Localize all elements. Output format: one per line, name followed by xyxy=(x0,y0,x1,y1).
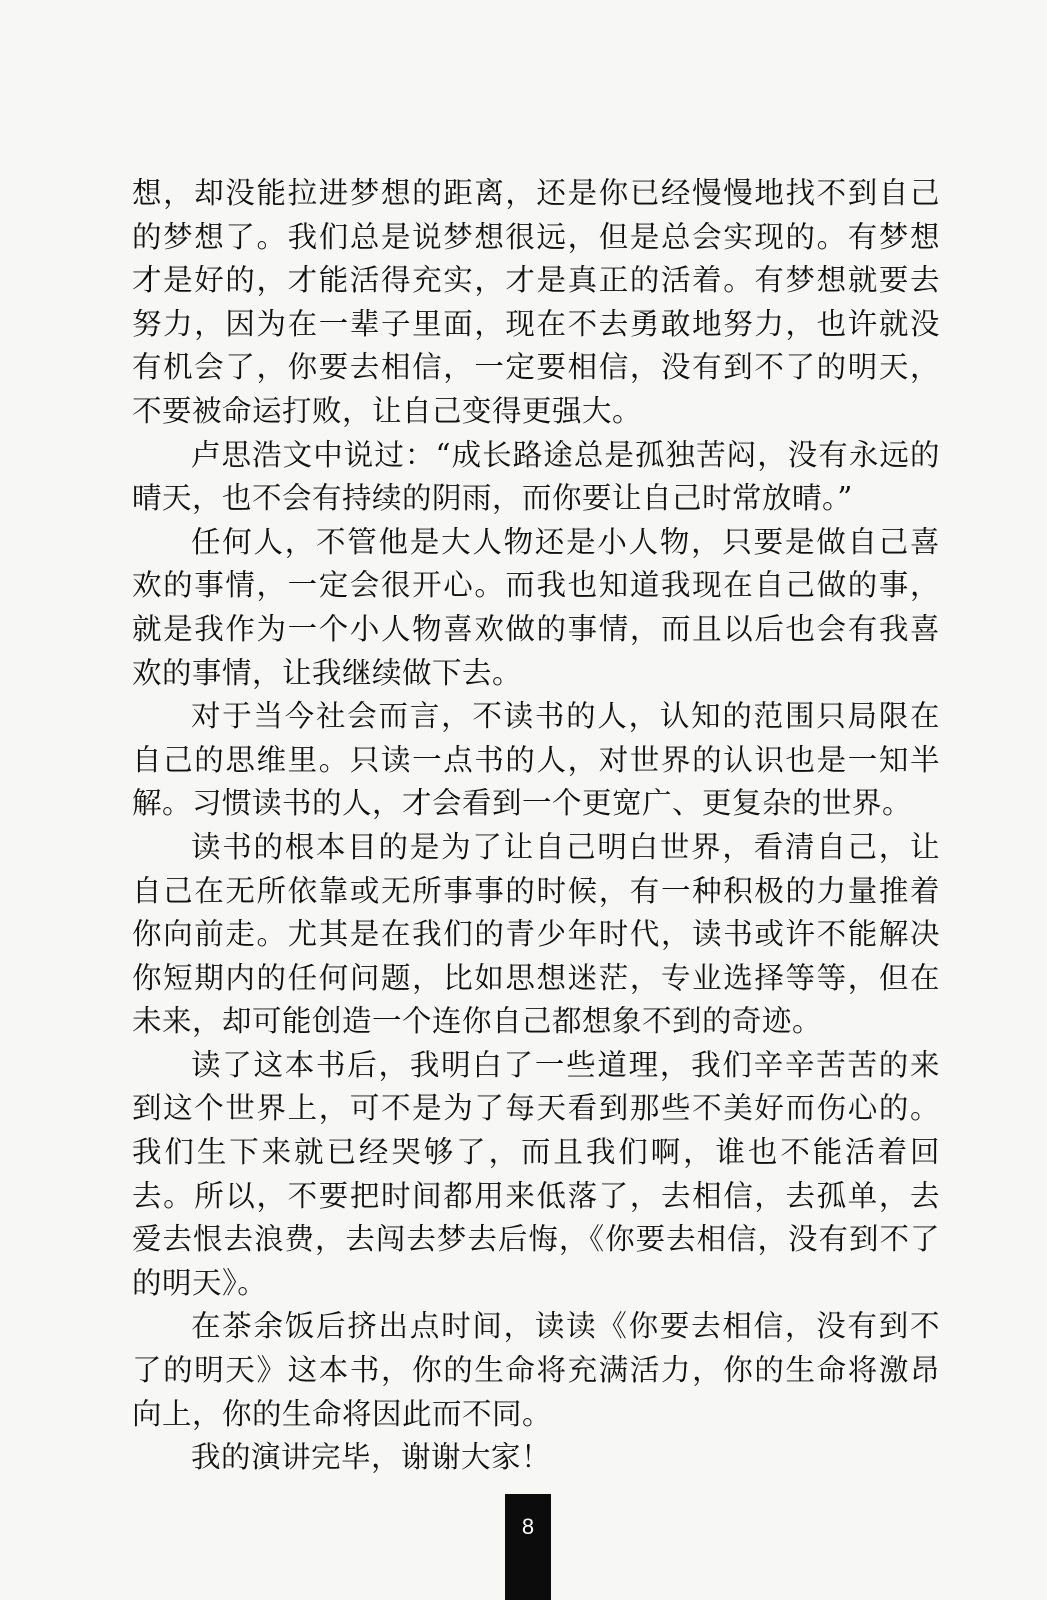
page-number-tab xyxy=(505,1494,551,1600)
paragraph: 想，却没能拉进梦想的距离，还是你已经慢慢地找不到自己的梦想了。我们总是说梦想很远，但是总会实现的。有梦想才是好的，才能活得充实，才是真正的活着。有梦想就要去努力，因为在一辈子里面，现在不去勇敢地努力，也许就没有机会了，你要去相信，一定要相信，没有到不了的明天，不要被命运打败，让自己变得更强大。 xyxy=(132,176,940,428)
paragraph: 任何人，不管他是大人物还是小人物，只要是做自己喜欢的事情，一定会很开心。而我也知道我现在自己做的事，就是我作为一个小人物喜欢做的事情，而且以后也会有我喜欢的事情，让我继续做下去。 xyxy=(132,524,940,690)
paragraph: 我的演讲完毕，谢谢大家！ xyxy=(191,1440,552,1475)
paragraph: 卢思浩文中说过：“成长路途总是孤独苦闷，没有永远的晴天，也不会有持续的阴雨，而你要让自己时常放晴。” xyxy=(132,437,940,516)
body-text xyxy=(132,172,940,1480)
paragraph: 在茶余饭后挤出点时间，读读《你要去相信，没有到不了的明天》这本书，你的生命将充满活力，你的生命将激昂向上，你的生命将因此而不同。 xyxy=(132,1309,940,1431)
paragraph: 读书的根本目的是为了让自己明白世界，看清自己，让自己在无所依靠或无所事事的时候，有一种积极的力量推着你向前走。尤其是在我们的青少年时代，读书或许不能解决你短期内的任何问题，比如思想迷茫，专业选择等等，但在未来，却可能创造一个连你自己都想象不到的奇迹。 xyxy=(132,829,940,1039)
paragraph: 对于当今社会而言，不读书的人，认知的范围只局限在自己的思维里。只读一点书的人，对世界的认识也是一知半解。习惯读书的人，才会看到一个更宽广、更复杂的世界。 xyxy=(132,699,940,821)
page-number: 8 xyxy=(521,1514,535,1539)
paragraph: 读了这本书后，我明白了一些道理，我们辛辛苦苦的来到这个世界上，可不是为了每天看到那些不美好而伤心的。我们生下来就已经哭够了，而且我们啊，谁也不能活着回去。所以，不要把时间都用来低落了，去相信，去孤单，去爱去恨去浪费，去闯去梦去后悔，《你要去相信，没有到不了的明天》。 xyxy=(132,1047,940,1300)
